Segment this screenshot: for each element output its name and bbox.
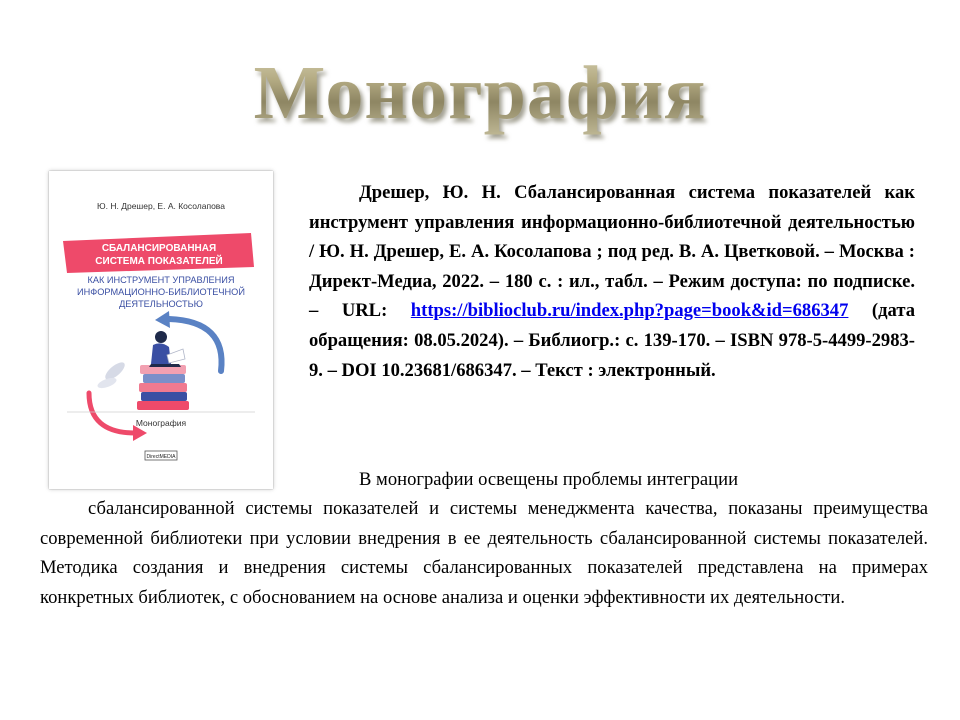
- cover-title-line1: СБАЛАНСИРОВАННАЯ: [101, 243, 217, 254]
- citation-url-link[interactable]: https://biblioclub.ru/index.php?page=book&id=686347: [410, 300, 849, 322]
- cover-arrow-pink-icon: [89, 393, 135, 433]
- abstract-text: сбалансированной системы показателей и системы менеджмента качества, показаны преимущества современной библиотеки при условии внедрения в ее деятельность сбалансированной системы показателей. Методика создания и внедрения системы сбалансированных показателей представлена на примерах конкретных библиотек, с обоснованием на основе анализа и оценки эффективности их деятельности.: [40, 498, 928, 608]
- abstract-paragraph: [40, 494, 928, 612]
- citation-text-after-link: (дата обращения: 08.05.2024). – Библиогр.: с. 139-170. – ISBN 978-5-4499-2983-9. – DOI 10.23681/686347. – Текст : электронный.: [309, 300, 915, 381]
- bibliographic-citation: [309, 178, 915, 385]
- cover-subtitle-line3: ДЕЯТЕЛЬНОСТЬЮ: [119, 299, 203, 309]
- slide-title: Монография: [0, 48, 960, 138]
- abstract-first-line: [309, 465, 915, 495]
- cover-subtitle-line1: КАК ИНСТРУМЕНТ УПРАВЛЕНИЯ: [87, 275, 235, 285]
- cover-authors: Ю. Н. Дрешер, Е. А. Косолапова: [97, 201, 225, 211]
- citation-text-before-link: Дрешер, Ю. Н. Сбалансированная система показателей как инструмент управления информационно-библиотечной деятельностью / Ю. Н. Дрешер, Е. А. Косолапова ; под ред. В. А. Цветковой. – Москва : Директ-Медиа, 2022. – 180 с. : ил., табл. – Режим доступа: по подписке. – URL:: [309, 182, 915, 322]
- cover-title-line2: СИСТЕМА ПОКАЗАТЕЛЕЙ: [95, 256, 223, 267]
- book-cover-image: [49, 171, 273, 489]
- cover-subtitle-line2: ИНФОРМАЦИОННО-БИБЛИОТЕЧНОЙ: [77, 287, 245, 297]
- svg-text:DirectMEDIA: DirectMEDIA: [146, 454, 176, 460]
- cover-books-illustration: [137, 365, 189, 410]
- cover-reader-illustration: [149, 331, 185, 367]
- cover-genre: Монография: [135, 418, 187, 428]
- cover-arrow-blue-icon: [169, 319, 222, 371]
- abstract-first-line-text: В монографии освещены проблемы интеграции: [359, 469, 739, 490]
